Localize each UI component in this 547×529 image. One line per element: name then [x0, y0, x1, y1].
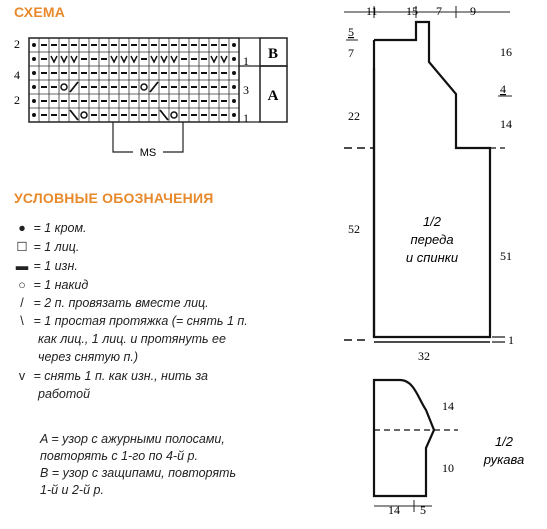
k2tog-symbol [70, 82, 78, 92]
top-dim: 15 [406, 4, 418, 18]
edge-stitch-symbol [232, 57, 236, 61]
slip-symbol [121, 56, 127, 62]
pattern-diagrams [330, 0, 547, 529]
slip-symbol [61, 56, 67, 62]
sleeve-right-dim: 10 [442, 461, 454, 475]
edge-stitch-symbol [232, 71, 236, 75]
edge-stitch-symbol [232, 113, 236, 117]
legend-item: ○ = 1 накид [14, 277, 88, 293]
edge-stitch-symbol [32, 85, 36, 89]
slip-symbol [71, 56, 77, 62]
note-line: B = узор с защипами, повторять [40, 466, 237, 480]
sleeve-bottom-dim: 14 [388, 503, 400, 517]
k2tog-symbol [150, 82, 158, 92]
edge-stitch-symbol [32, 43, 36, 47]
slip-symbol [51, 56, 57, 62]
backslash-icon: \ [20, 314, 24, 328]
skpo-symbol [160, 110, 168, 120]
slip-symbol [151, 56, 157, 62]
right-row-label: 3 [243, 83, 249, 97]
edge-stitch-symbol [32, 57, 36, 61]
knitting-chart [0, 0, 300, 170]
legend-item: ● = 1 кром. [14, 220, 87, 236]
note-line: 1-й и 2-й р. [40, 483, 104, 497]
right-dim: 51 [500, 249, 512, 263]
dot-icon: ● [18, 221, 26, 235]
legend-item: \ = 1 простая протяжка (= снять 1 п. [14, 313, 248, 329]
pattern-a-label: A [267, 88, 279, 104]
left-dim: 52 [348, 222, 360, 236]
slip-symbol [221, 56, 227, 62]
legend-item: v = снять 1 п. как изн., нить за [14, 368, 208, 384]
slip-symbol [161, 56, 167, 62]
yarn-over-symbol [171, 112, 177, 118]
chart-grid [29, 38, 239, 122]
body-label: переда [410, 232, 454, 247]
note-line: A = узор с ажурными полосами, [40, 432, 225, 446]
skpo-symbol [70, 110, 78, 120]
right-row-label: 1 [243, 111, 249, 125]
body-label: 1/2 [422, 214, 442, 229]
square-icon: ☐ [16, 240, 28, 254]
edge-stitch-symbol [32, 71, 36, 75]
ms-bracket-right [163, 122, 183, 152]
edge-stitch-symbol [232, 85, 236, 89]
left-dim: 7 [348, 46, 354, 60]
note-line: повторять с 1-го по 4-й р. [40, 449, 198, 463]
edge-stitch-symbol [32, 113, 36, 117]
slip-symbol [171, 56, 177, 62]
right-dim: 4 [500, 82, 506, 96]
top-dim: 11 [366, 4, 378, 18]
sleeve-label: 1/2 [494, 434, 514, 449]
legend-item: ▬ = 1 изн. [15, 259, 78, 273]
ms-bracket-left [113, 122, 133, 152]
pattern-b-label: B [267, 46, 279, 62]
yarn-over-symbol [81, 112, 87, 118]
slip-symbol [131, 56, 137, 62]
legend-item: ☐ = 1 лиц. [14, 239, 79, 255]
edge-stitch-symbol [32, 99, 36, 103]
legend-title: УСЛОВНЫЕ ОБОЗНАЧЕНИЯ [14, 190, 214, 206]
left-row-label: 2 [14, 37, 20, 51]
body-label: и спинки [405, 250, 459, 265]
right-row-label: 1 [243, 54, 249, 68]
right-dim: 16 [500, 45, 512, 59]
slip-symbol [111, 56, 117, 62]
left-dim: 22 [348, 109, 360, 123]
top-dim: 9 [470, 4, 476, 18]
edge-stitch-symbol [232, 99, 236, 103]
sleeve-outline [374, 380, 434, 496]
legend-item-cont: как лиц., 1 лиц. и протянуть ее [38, 332, 226, 346]
yarn-over-symbol [61, 84, 67, 90]
sleeve-right-dim: 14 [442, 399, 454, 413]
scheme-title: СХЕМА [14, 4, 66, 20]
yarn-over-symbol [141, 84, 147, 90]
left-row-label: 2 [14, 93, 20, 107]
circle-icon: ○ [18, 278, 26, 292]
left-dim: 5 [348, 25, 354, 39]
slash-icon: / [20, 296, 24, 310]
top-dim: 7 [436, 4, 442, 18]
right-dim: 14 [500, 117, 512, 131]
legend-item-cont: работой [38, 387, 91, 401]
right-dim: 1 [508, 333, 514, 347]
bottom-dim: 32 [418, 349, 430, 363]
repeat-label: MS [139, 147, 157, 159]
sleeve-bottom-dim: 5 [420, 503, 426, 517]
slip-symbol [211, 56, 217, 62]
dash-icon: ▬ [15, 259, 29, 273]
body-outline [374, 22, 490, 337]
legend-item-cont: через снятую п.) [38, 350, 139, 364]
v-icon: v [18, 369, 26, 383]
edge-stitch-symbol [232, 43, 236, 47]
sleeve-label: рукава [483, 452, 525, 467]
left-row-label: 4 [14, 68, 20, 82]
legend-item: / = 2 п. провязать вместе лиц. [14, 295, 209, 311]
